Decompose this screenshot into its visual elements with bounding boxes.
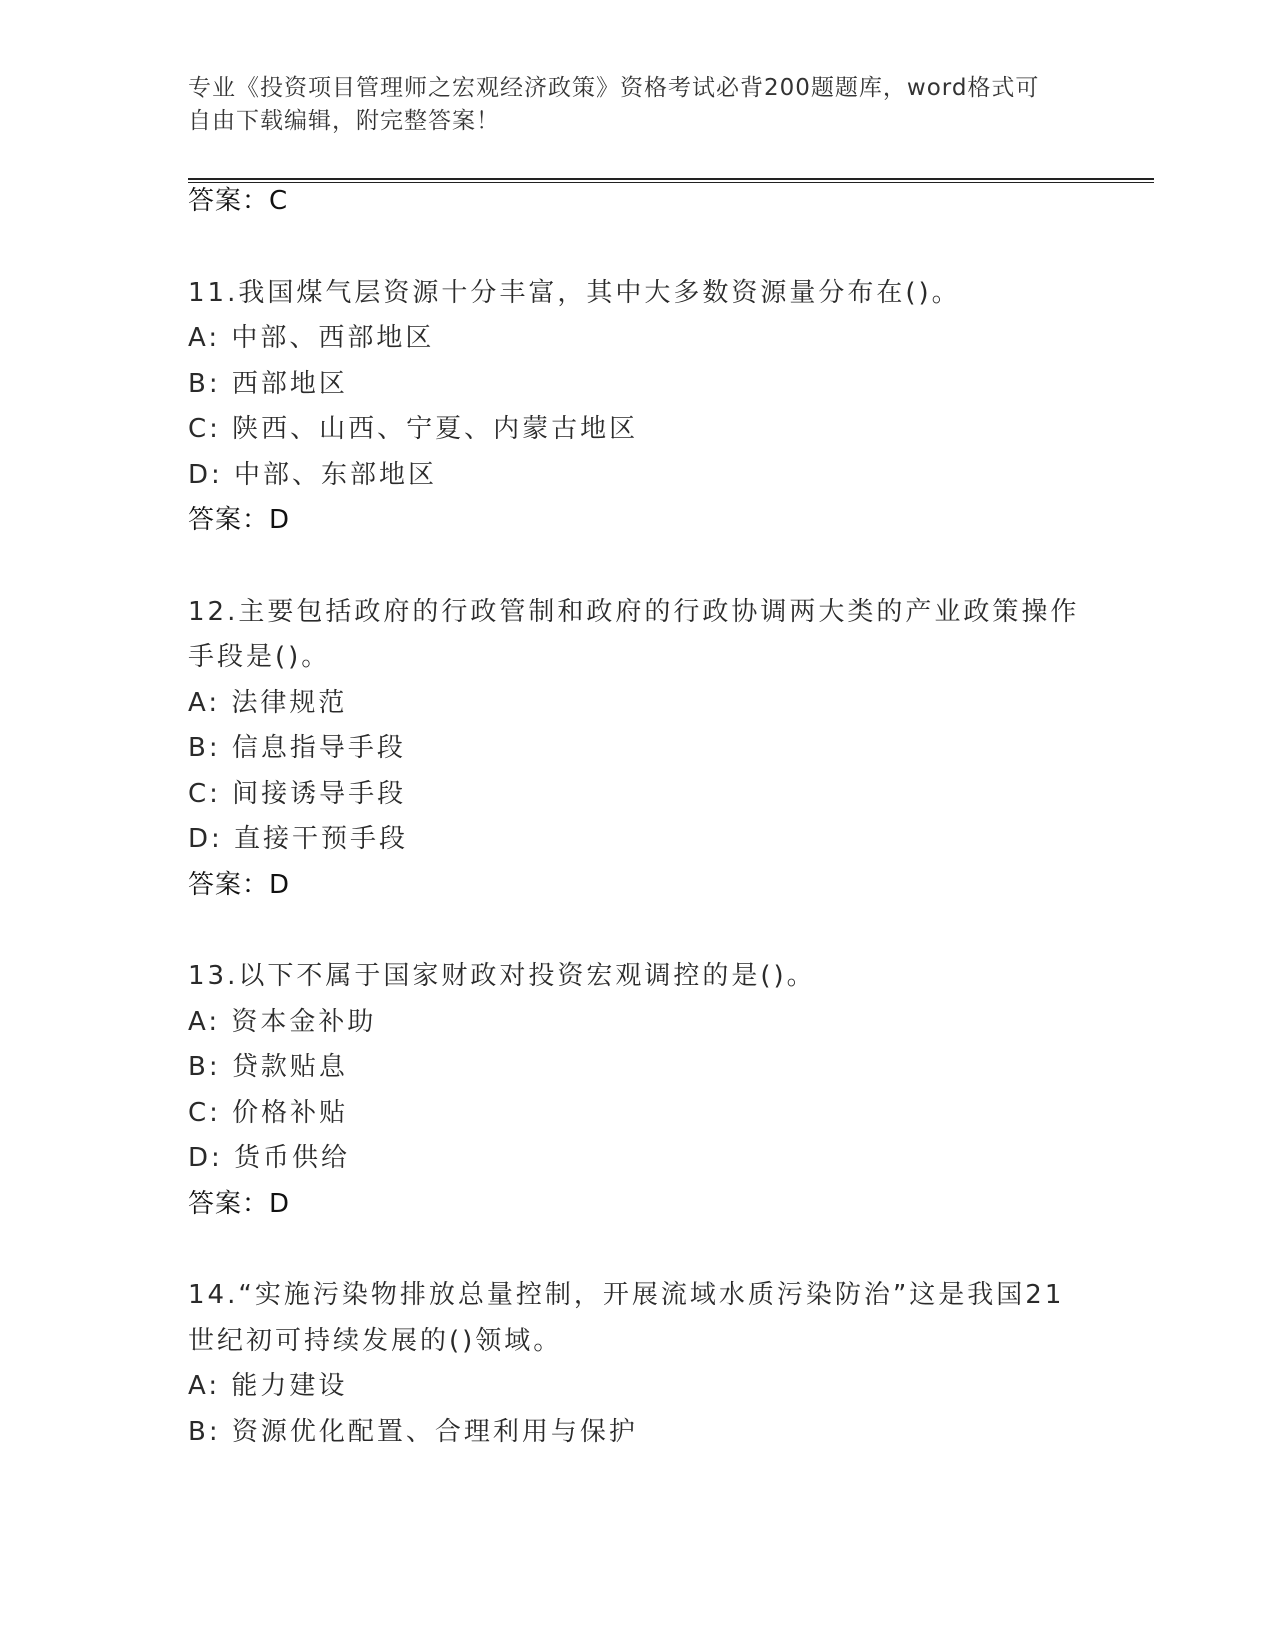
spacer xyxy=(188,908,1088,954)
question-11 xyxy=(188,271,1088,544)
answer-line: 答案：C xyxy=(188,186,289,216)
option-b: B: 信息指导手段 xyxy=(188,733,406,763)
spacer xyxy=(188,544,1088,590)
option-a: A: 资本金补助 xyxy=(188,1006,377,1037)
question-stem: 11.我国煤气层资源十分丰富，其中大多数资源量分布在()。 xyxy=(188,277,961,308)
question-stem: 12.主要包括政府的行政管制和政府的行政协调两大类的产业政策操作 xyxy=(188,596,1080,627)
option-d: D: 中部、东部地区 xyxy=(188,459,438,490)
question-stem-cont: 手段是()。 xyxy=(188,642,331,672)
question-stem: 13.以下不属于国家财政对投资宏观调控的是()。 xyxy=(188,961,816,991)
option-c: C: 陕西、山西、宁夏、内蒙古地区 xyxy=(188,414,639,444)
header-line-2: 自由下载编辑，附完整答案！ xyxy=(188,108,500,134)
option-a: A: 中部、西部地区 xyxy=(188,323,435,353)
option-d: D: 货币供给 xyxy=(188,1143,351,1173)
option-a: A: 能力建设 xyxy=(188,1371,348,1401)
answer-line: 答案：D xyxy=(188,1188,291,1219)
answer-line: 答案：D xyxy=(188,869,291,900)
question-13 xyxy=(188,954,1088,1227)
spacer xyxy=(188,1227,1088,1273)
option-b: B: 贷款贴息 xyxy=(188,1052,348,1082)
option-a: A: 法律规范 xyxy=(188,687,348,718)
option-b: B: 西部地区 xyxy=(188,368,348,399)
question-stem: 14.“实施污染物排放总量控制，开展流域水质污染防治”这是我国21 xyxy=(188,1280,1065,1310)
answer-line: 答案：D xyxy=(188,505,291,535)
question-12 xyxy=(188,590,1088,909)
option-c: C: 价格补贴 xyxy=(188,1097,349,1128)
document-header xyxy=(188,72,1088,138)
question-14 xyxy=(188,1273,1088,1455)
option-b: B: 资源优化配置、合理利用与保护 xyxy=(188,1416,638,1447)
option-c: C: 间接诱导手段 xyxy=(188,778,407,809)
option-d: D: 直接干预手段 xyxy=(188,824,409,854)
header-line-1: 专业《投资项目管理师之宏观经济政策》资格考试必背200题题库，word格式可 xyxy=(188,75,1040,101)
spacer xyxy=(188,225,1088,271)
question-list xyxy=(188,179,1088,1455)
question-stem-cont: 世纪初可持续发展的()领域。 xyxy=(188,1325,563,1356)
